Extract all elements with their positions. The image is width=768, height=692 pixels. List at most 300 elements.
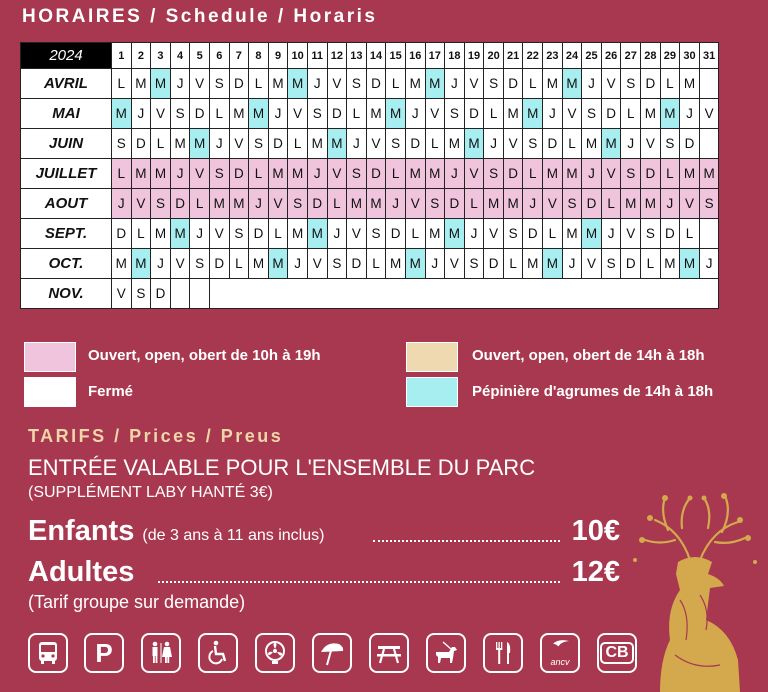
day-cell: L: [660, 69, 680, 99]
parking-letter: P: [95, 637, 113, 668]
day-cell: J: [347, 129, 367, 159]
day-cell: V: [425, 99, 445, 129]
day-cell: L: [249, 159, 269, 189]
day-cell: V: [112, 279, 132, 309]
day-cell: M: [680, 69, 700, 99]
day-cell: L: [366, 249, 386, 279]
day-number: 16: [405, 43, 425, 69]
day-number: 13: [347, 43, 367, 69]
day-cell: M: [660, 249, 680, 279]
day-cell: M: [425, 69, 445, 99]
month-row: [21, 69, 719, 99]
day-cell: M: [112, 249, 132, 279]
day-cell: S: [190, 249, 210, 279]
day-cell: J: [307, 69, 327, 99]
month-name: MAI: [21, 99, 112, 129]
day-cell: M: [445, 129, 465, 159]
day-number: 24: [562, 43, 582, 69]
day-cell: D: [131, 129, 151, 159]
day-cell: J: [190, 219, 210, 249]
day-cell: L: [386, 159, 406, 189]
day-number: 8: [249, 43, 269, 69]
day-cell: S: [209, 69, 229, 99]
picnic-table-icon: [369, 633, 409, 673]
day-cell: V: [543, 189, 563, 219]
dog-icon: [426, 633, 466, 673]
day-cell: D: [503, 159, 523, 189]
day-cell: S: [621, 69, 641, 99]
day-number: 7: [229, 43, 249, 69]
day-cell: S: [464, 249, 484, 279]
day-number: 26: [601, 43, 621, 69]
day-cell: V: [464, 159, 484, 189]
day-cell: L: [621, 99, 641, 129]
day-cell: S: [347, 69, 367, 99]
day-cell: V: [190, 159, 210, 189]
day-cell: L: [680, 219, 700, 249]
day-cell: [699, 129, 719, 159]
month-row: [21, 129, 719, 159]
legend-swatch-nursery: [406, 377, 458, 407]
day-cell: V: [680, 189, 700, 219]
day-cell: J: [268, 99, 288, 129]
day-number: 30: [680, 43, 700, 69]
day-cell: S: [249, 129, 269, 159]
day-cell: J: [621, 129, 641, 159]
month-name: AOUT: [21, 189, 112, 219]
day-cell: L: [523, 69, 543, 99]
day-cell: V: [562, 99, 582, 129]
day-cell: D: [601, 99, 621, 129]
day-cell: J: [386, 189, 406, 219]
day-number: 18: [445, 43, 465, 69]
day-cell: M: [209, 189, 229, 219]
day-cell: M: [151, 159, 171, 189]
day-cell: L: [268, 219, 288, 249]
day-number: 14: [366, 43, 386, 69]
day-cell: V: [209, 219, 229, 249]
day-cell: J: [601, 219, 621, 249]
day-cell: S: [151, 189, 171, 219]
day-cell: J: [562, 249, 582, 279]
day-cell: M: [582, 219, 602, 249]
day-cell: J: [288, 249, 308, 279]
day-number: 9: [268, 43, 288, 69]
day-cell: M: [268, 69, 288, 99]
day-cell: D: [347, 249, 367, 279]
day-cell: D: [405, 129, 425, 159]
day-cell: J: [484, 129, 504, 159]
price-name-children: [28, 515, 324, 548]
month-row: [21, 159, 719, 189]
day-cell: M: [366, 189, 386, 219]
day-cell: M: [660, 99, 680, 129]
day-cell: S: [484, 159, 504, 189]
day-cell: L: [484, 99, 504, 129]
price-adults: 12€: [571, 556, 620, 588]
day-cell: J: [170, 69, 190, 99]
day-cell: J: [523, 189, 543, 219]
day-cell: M: [699, 159, 719, 189]
day-cell: V: [484, 219, 504, 249]
day-cell: M: [484, 189, 504, 219]
day-cell: M: [249, 249, 269, 279]
day-cell: L: [190, 189, 210, 219]
legend-label-open-10-19: Ouvert, open, obert de 10h à 19h: [88, 347, 321, 364]
month-name: OCT.: [21, 249, 112, 279]
day-cell: S: [503, 219, 523, 249]
day-cell: V: [699, 99, 719, 129]
group-rate-note: (Tarif groupe sur demande): [28, 592, 246, 612]
day-cell: L: [249, 69, 269, 99]
day-cell: D: [209, 249, 229, 279]
legend-swatch-open-10-19: [24, 342, 76, 372]
day-cell: M: [151, 219, 171, 249]
day-cell: M: [641, 99, 661, 129]
day-cell: J: [660, 189, 680, 219]
supplement-note: (SUPPLÉMENT LABY HANTÉ 3€): [28, 484, 273, 501]
day-cell: D: [503, 69, 523, 99]
day-cell: D: [366, 159, 386, 189]
day-cell: J: [699, 249, 719, 279]
day-cell: J: [327, 219, 347, 249]
day-cell: L: [523, 159, 543, 189]
day-cell: S: [562, 189, 582, 219]
day-cell: M: [347, 189, 367, 219]
day-cell: D: [484, 249, 504, 279]
day-cell: V: [327, 69, 347, 99]
day-cell: J: [307, 159, 327, 189]
day-cell: M: [131, 249, 151, 279]
day-cell: M: [523, 249, 543, 279]
day-cell: S: [582, 99, 602, 129]
day-number: 22: [523, 43, 543, 69]
day-cell: M: [112, 99, 132, 129]
day-cell: M: [562, 159, 582, 189]
empty-cell: [209, 279, 718, 309]
day-cell: M: [582, 129, 602, 159]
day-cell: V: [641, 129, 661, 159]
fan-icon: [255, 633, 295, 673]
day-cell: D: [680, 129, 700, 159]
children-label: Enfants: [28, 515, 135, 547]
day-cell: D: [464, 99, 484, 129]
legend-label-nursery: Pépinière d'agrumes de 14h à 18h: [472, 383, 714, 400]
day-cell: V: [131, 189, 151, 219]
day-cell: D: [307, 189, 327, 219]
day-cell: D: [327, 99, 347, 129]
day-cell: J: [112, 189, 132, 219]
toilets-icon: [141, 633, 181, 673]
day-cell: L: [327, 189, 347, 219]
day-cell: M: [288, 219, 308, 249]
day-cell: [699, 219, 719, 249]
day-number: 11: [307, 43, 327, 69]
day-cell: M: [543, 249, 563, 279]
day-cell: [170, 279, 190, 309]
day-cell: M: [425, 159, 445, 189]
day-cell: S: [699, 189, 719, 219]
day-cell: M: [641, 189, 661, 219]
day-cell: J: [131, 99, 151, 129]
day-cell: D: [229, 69, 249, 99]
ancv-icon: [540, 633, 580, 673]
day-cell: J: [170, 159, 190, 189]
day-cell: D: [386, 219, 406, 249]
day-cell: L: [209, 99, 229, 129]
day-cell: J: [249, 189, 269, 219]
day-number: 15: [386, 43, 406, 69]
day-cell: M: [307, 219, 327, 249]
day-cell: D: [151, 279, 171, 309]
day-cell: M: [464, 129, 484, 159]
day-cell: S: [601, 249, 621, 279]
day-cell: V: [327, 159, 347, 189]
day-cell: M: [601, 129, 621, 159]
day-cell: S: [366, 219, 386, 249]
day-cell: L: [405, 219, 425, 249]
day-number: 19: [464, 43, 484, 69]
day-cell: D: [170, 189, 190, 219]
day-number: 6: [209, 43, 229, 69]
day-cell: M: [307, 129, 327, 159]
day-cell: D: [112, 219, 132, 249]
day-cell: L: [131, 219, 151, 249]
day-cell: D: [366, 69, 386, 99]
day-cell: M: [170, 219, 190, 249]
day-number: 29: [660, 43, 680, 69]
legend-swatch-open-14-18: [406, 342, 458, 372]
day-cell: S: [288, 189, 308, 219]
day-cell: J: [464, 219, 484, 249]
day-cell: M: [386, 249, 406, 279]
cb-label: CB: [600, 642, 633, 664]
schedule-calendar: [20, 42, 719, 309]
day-cell: L: [641, 249, 661, 279]
tarifs-title: TARIFS / Prices / Preus: [28, 426, 284, 446]
day-cell: D: [190, 99, 210, 129]
day-cell: M: [190, 129, 210, 159]
day-cell: M: [288, 159, 308, 189]
day-cell: M: [425, 219, 445, 249]
parking-icon: [84, 633, 124, 673]
day-cell: L: [464, 189, 484, 219]
day-cell: L: [562, 129, 582, 159]
day-cell: M: [503, 189, 523, 219]
day-cell: S: [347, 159, 367, 189]
day-cell: M: [405, 69, 425, 99]
day-cell: S: [307, 99, 327, 129]
day-cell: D: [641, 69, 661, 99]
day-cell: M: [405, 159, 425, 189]
day-cell: D: [621, 249, 641, 279]
day-cell: M: [503, 99, 523, 129]
day-cell: J: [151, 249, 171, 279]
day-cell: S: [445, 99, 465, 129]
day-number: 31: [699, 43, 719, 69]
day-cell: M: [562, 219, 582, 249]
legend-swatch-closed: [24, 377, 76, 407]
day-cell: [190, 279, 210, 309]
day-cell: L: [503, 249, 523, 279]
day-cell: S: [641, 219, 661, 249]
price-children: 10€: [571, 515, 620, 547]
day-cell: J: [445, 159, 465, 189]
day-number: 25: [582, 43, 602, 69]
month-row: [21, 279, 719, 309]
day-cell: L: [288, 129, 308, 159]
day-cell: M: [543, 69, 563, 99]
day-cell: M: [131, 69, 151, 99]
day-cell: V: [268, 189, 288, 219]
day-cell: S: [386, 129, 406, 159]
day-cell: V: [229, 129, 249, 159]
day-cell: V: [601, 159, 621, 189]
day-cell: L: [229, 249, 249, 279]
day-number: 4: [170, 43, 190, 69]
day-cell: D: [641, 159, 661, 189]
day-number: 10: [288, 43, 308, 69]
legend-label-closed: Fermé: [88, 383, 134, 400]
day-number: 21: [503, 43, 523, 69]
day-cell: V: [405, 189, 425, 219]
day-cell: S: [229, 219, 249, 249]
day-number: 23: [543, 43, 563, 69]
month-row: [21, 99, 719, 129]
day-cell: M: [543, 159, 563, 189]
day-cell: M: [268, 249, 288, 279]
day-cell: D: [268, 129, 288, 159]
day-cell: J: [209, 129, 229, 159]
day-cell: V: [190, 69, 210, 99]
day-cell: S: [170, 99, 190, 129]
day-cell: M: [680, 249, 700, 279]
month-name: JUILLET: [21, 159, 112, 189]
day-cell: S: [425, 189, 445, 219]
month-name: JUIN: [21, 129, 112, 159]
day-cell: S: [112, 129, 132, 159]
day-number: 12: [327, 43, 347, 69]
day-cell: M: [366, 99, 386, 129]
day-cell: V: [582, 249, 602, 279]
schedule-title: HORAIRES / Schedule / Horaris: [22, 6, 378, 27]
day-cell: V: [464, 69, 484, 99]
dotted-leader: [158, 581, 560, 583]
umbrella-icon: [312, 633, 352, 673]
day-number: 5: [190, 43, 210, 69]
ancv-label: ancv: [550, 657, 570, 667]
day-cell: J: [405, 99, 425, 129]
day-number: 27: [621, 43, 641, 69]
month-row: [21, 219, 719, 249]
day-cell: V: [366, 129, 386, 159]
day-cell: D: [660, 219, 680, 249]
month-name: AVRIL: [21, 69, 112, 99]
day-cell: L: [425, 129, 445, 159]
day-cell: M: [229, 99, 249, 129]
day-number: 17: [425, 43, 445, 69]
adults-label: Adultes: [28, 556, 135, 588]
day-cell: V: [307, 249, 327, 279]
day-cell: V: [621, 219, 641, 249]
day-cell: L: [112, 69, 132, 99]
month-row: [21, 249, 719, 279]
day-cell: V: [503, 129, 523, 159]
day-cell: S: [523, 129, 543, 159]
day-cell: D: [582, 189, 602, 219]
day-cell: M: [386, 99, 406, 129]
day-cell: S: [660, 129, 680, 159]
day-cell: J: [425, 249, 445, 279]
day-cell: J: [582, 69, 602, 99]
day-cell: M: [562, 69, 582, 99]
dotted-leader: [373, 540, 560, 542]
day-number: 28: [641, 43, 661, 69]
year-cell: 2024: [21, 43, 112, 69]
day-cell: S: [484, 69, 504, 99]
restaurant-icon: [483, 633, 523, 673]
day-cell: M: [229, 189, 249, 219]
day-number: 1: [112, 43, 132, 69]
day-cell: J: [582, 159, 602, 189]
day-cell: V: [347, 219, 367, 249]
children-age-detail: (de 3 ans à 11 ans inclus): [142, 527, 325, 544]
day-cell: J: [543, 99, 563, 129]
day-cell: S: [621, 159, 641, 189]
day-cell: L: [543, 219, 563, 249]
day-number: 2: [131, 43, 151, 69]
price-row-adults: [28, 553, 620, 593]
deer-logo: [620, 490, 768, 692]
day-cell: [699, 69, 719, 99]
legend-label-open-14-18: Ouvert, open, obert de 14h à 18h: [472, 347, 705, 364]
day-cell: M: [327, 129, 347, 159]
entry-note: ENTRÉE VALABLE POUR L'ENSEMBLE DU PARC: [28, 455, 536, 480]
day-cell: L: [112, 159, 132, 189]
day-number: 20: [484, 43, 504, 69]
day-number: 3: [151, 43, 171, 69]
day-cell: M: [445, 219, 465, 249]
day-cell: S: [327, 249, 347, 279]
day-cell: L: [386, 69, 406, 99]
day-cell: M: [131, 159, 151, 189]
day-cell: V: [601, 69, 621, 99]
day-cell: J: [680, 99, 700, 129]
bus-icon: [28, 633, 68, 673]
day-cell: V: [151, 99, 171, 129]
day-cell: S: [209, 159, 229, 189]
day-cell: L: [347, 99, 367, 129]
month-name: SEPT.: [21, 219, 112, 249]
day-cell: S: [131, 279, 151, 309]
day-cell: D: [229, 159, 249, 189]
day-cell: M: [288, 69, 308, 99]
day-cell: V: [288, 99, 308, 129]
price-row-children: [28, 512, 620, 552]
day-cell: V: [170, 249, 190, 279]
month-name: NOV.: [21, 279, 112, 309]
day-cell: J: [445, 69, 465, 99]
wheelchair-icon: [198, 633, 238, 673]
day-cell: L: [151, 129, 171, 159]
day-cell: D: [445, 189, 465, 219]
day-cell: M: [523, 99, 543, 129]
day-cell: M: [151, 69, 171, 99]
day-cell: M: [405, 249, 425, 279]
day-cell: M: [170, 129, 190, 159]
day-cell: M: [621, 189, 641, 219]
day-cell: L: [601, 189, 621, 219]
